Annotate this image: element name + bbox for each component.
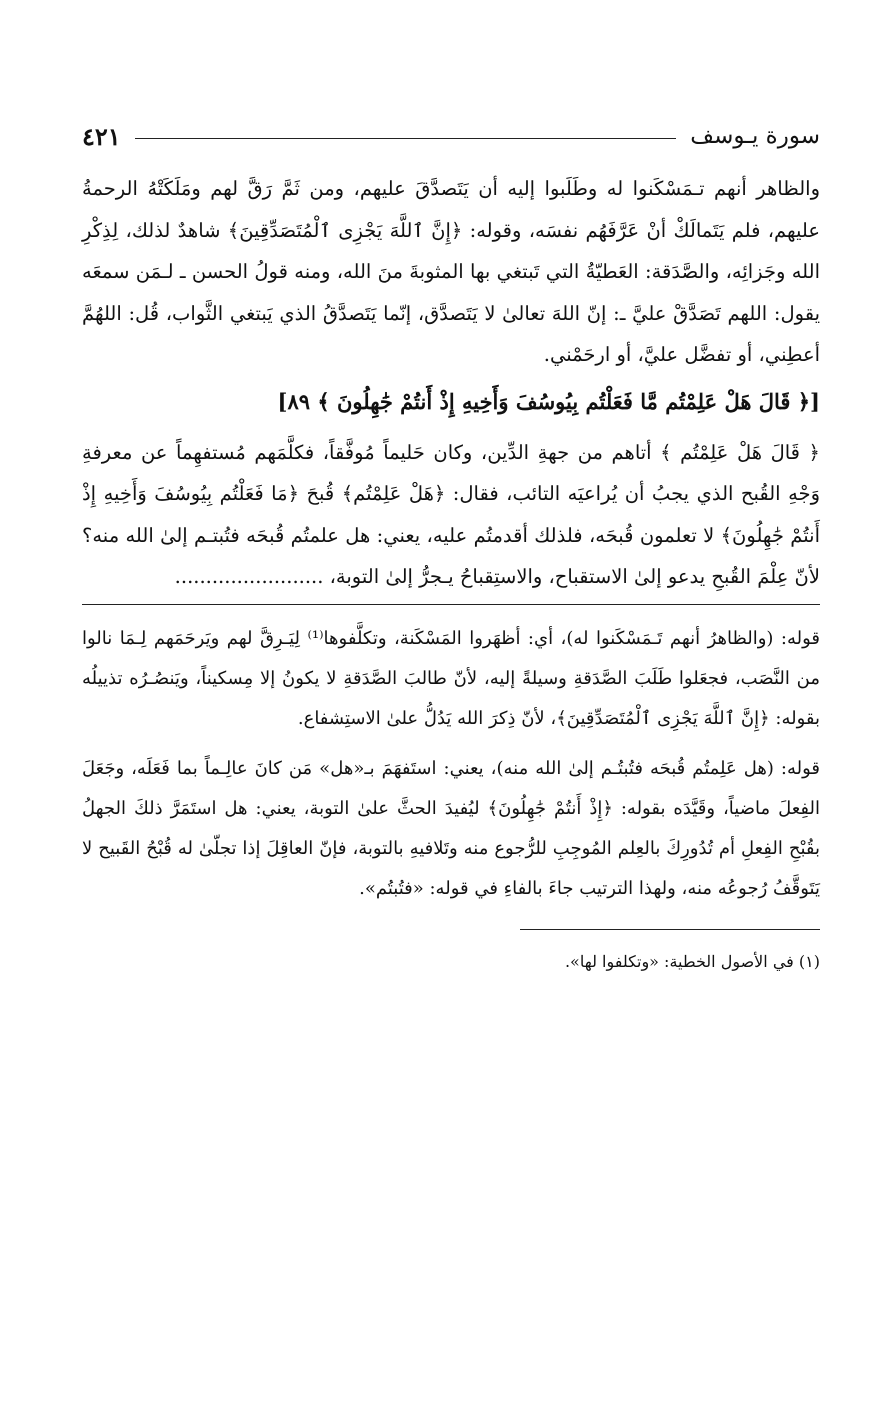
footnote-divider [520,929,820,930]
main-paragraph-2: ﴿ قَالَ هَلْ عَلِمْتُم ﴾ أتاهم من جهةِ الدِّين، وكان حَليماً مُوفَّقاً، فكلَّمَهم مُستفهِماً عن معرفةِ وَجْهِ القُبح الذي يجبُ أن يُراعيَه التائب، فقال: ﴿هَلْ عَلِمْتُم﴾ قُبحَ ﴿مَا فَعَلْتُم بِيُوسُفَ وَأَخِيهِ إِذْ أَنتُمْ جَٰهِلُونَ﴾ لا تعلمون قُبحَه، فلذلك أقدمتُم عليه، يعني: هل علمتُم قُبحَه فتُبتـم إلىٰ الله منه؟ لأنّ عِلْمَ القُبحِ يدعو إلىٰ الاستقباح، والاستِقباحُ يـجرُّ إلىٰ التوبة، ........................ [82,440,820,588]
running-header [82,116,820,156]
footnote-1: (١) في الأصول الخطية: «وتكلفوا لها». [564,951,820,971]
commentary-paragraph-2: قوله: (هل عَلِمتُم قُبحَه فتُبتُـم إلىٰ الله منه)، يعني: استَفهَمَ بـ«هل» مَن كانَ عالِـماً بما فَعَلَه، وجَعَلَ الفِعلَ ماضياً، وقَيَّدَه بقوله: ﴿إِذْ أَنتُمْ جَٰهِلُونَ﴾ ليُفيدَ الحثَّ علىٰ التوبة، يعني: هل استَمَرَّ ذلكَ الجهلُ بقُبْحِ الفِعلِ أم تُدُورِكَ بالعِلم المُوجِبِ للرُّجوع منه وتَلافيهِ بالتوبة، فإنّ العاقِلَ إذا تجلّىٰ له قُبْحُ القَبيح لا يَتَوقَّفُ رُجوعُه منه، ولهذا الترتيب جاءَ بالفاءِ في قوله: «فتُبتُم». [82,757,820,899]
page [82,116,820,976]
surah-title: سورة يـوسف [690,123,820,149]
header-rule [135,138,677,139]
commentary-section [82,619,820,909]
main-commentary-divider [82,604,820,605]
main-paragraph-1: والظاهر أنهم تـمَسْكَنوا له وطَلَبوا إليه أن يَتَصدَّقَ عليهم، ومن ثَمَّ رَقَّ لهم ومَلَكَتْهُ الرحمةُ عليهم، فلم يَتَمالَكْ أنْ عَرَّفَهُم نفسَه، وقوله: ﴿إِنَّ ٱللَّهَ يَجْزِى ٱلْمُتَصَدِّقِينَ﴾ شاهدٌ لذلك، لِذِكْرِ الله وجَزائِه، والصَّدَقة: العَطيّةُ التي تَبتغي بها المثوبةَ منَ الله، ومنه قولُ الحسن ـ لـمَن سمعَه يقول: اللهم تَصَدَّقْ عليَّ ـ: إنّ اللهَ تعالىٰ لا يَتَصدَّق، إنّما يَتَصدَّقُ الذي يَبتغي الثَّواب، قُل: اللهُمَّ أعطِني، أو تفضَّل عليَّ، أو ارحَمْني. [82,177,820,366]
page-number: ٤٢١ [82,121,121,151]
quran-verse-89: [﴿ قَالَ هَلْ عَلِمْتُم مَّا فَعَلْتُم بِيُوسُفَ وَأَخِيهِ إِذْ أَنتُمْ جَٰهِلُونَ ﴾ ٨٩] [277,388,820,414]
main-text [82,168,820,598]
commentary-paragraph-1: قوله: (والظاهرُ أنهم تَـمَسْكَنوا له)، أي: أظهَروا المَسْكَنة، وتكلَّفوها⁽¹⁾ لِيَـرِقَّ لهم ويَرحَمَهم لِـمَا نالوا من النَّصَب، فجعَلوا طَلَبَ الصَّدَقةِ وسيلةً إليه، لأنّ طالبَ الصَّدَقةِ لا يكونُ إلا مِسكيناً، ويَنصُـرُه تذييلُه بقوله: ﴿إِنَّ ٱللَّهَ يَجْزِى ٱلْمُتَصَدِّقِينَ﴾، لأنّ ذِكرَ الله يَدُلُّ علىٰ الاستِشفاع. [82,627,821,729]
